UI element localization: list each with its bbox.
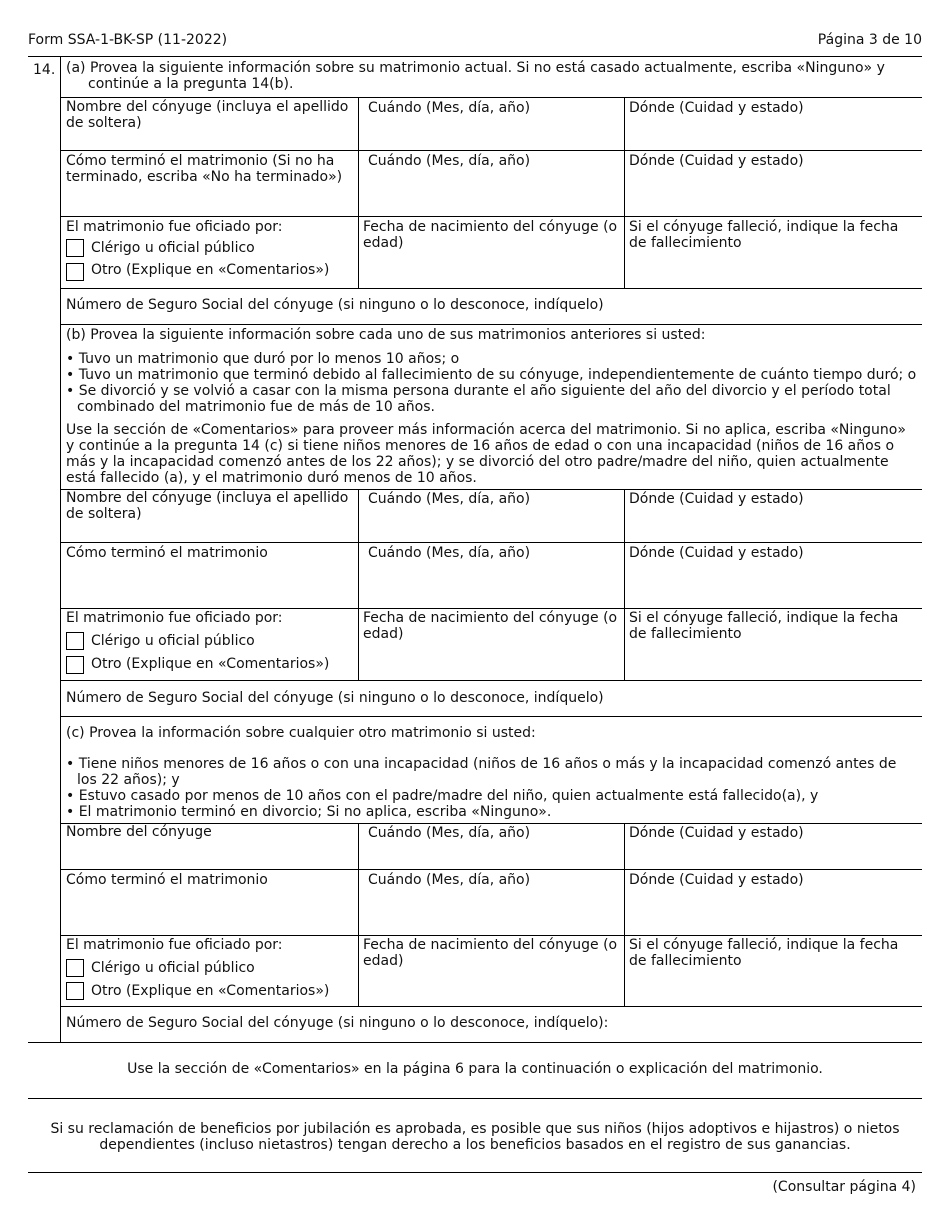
- marriage-where-field[interactable]: Dónde (Cuidad y estado): [629, 491, 804, 507]
- bullet-item: • Tuvo un matrimonio que terminó debido al fallecimiento de su cónyuge, independientemente de cuánto tiempo duró; o: [66, 367, 917, 383]
- bullet-item: • El matrimonio terminó en divorcio; Si no aplica, escriba «Ninguno».: [66, 804, 552, 820]
- other-option-label: Otro (Explique en «Comentarios»): [91, 983, 330, 999]
- part-a-intro: (a) Provea la siguiente información sobre su matrimonio actual. Si no está casado actualmente, escriba «Ninguno» y continúe a la pregunta 14(b).: [66, 60, 885, 92]
- col-rule: [358, 97, 359, 288]
- clergy-checkbox[interactable]: [66, 959, 84, 977]
- row-rule: [61, 97, 922, 98]
- spouse-ssn-field[interactable]: Número de Seguro Social del cónyuge (si ninguno o lo desconoce, indíquelo): [66, 690, 604, 706]
- col-rule: [624, 97, 625, 288]
- marriage-end-when-field[interactable]: Cuándo (Mes, día, año): [368, 872, 531, 888]
- clergy-option-label: Clérigo u oficial público: [91, 633, 255, 649]
- row-rule: [61, 150, 922, 151]
- bullet-item: • Tiene niños menores de 16 años o con una incapacidad (niños de 16 años o más y la incapacidad comenzó antes de los 22 años); y: [66, 756, 897, 788]
- marriage-end-when-field[interactable]: Cuándo (Mes, día, año): [368, 153, 531, 169]
- marriage-end-when-field[interactable]: Cuándo (Mes, día, año): [368, 545, 531, 561]
- divider: [28, 1172, 922, 1173]
- marriage-end-how-field[interactable]: Cómo terminó el matrimonio: [66, 872, 268, 888]
- spouse-ssn-field[interactable]: Número de Seguro Social del cónyuge (si ninguno o lo desconoce, indíquelo): [66, 297, 604, 313]
- spouse-name-field[interactable]: Nombre del cónyuge (incluya el apellido de soltera): [66, 99, 349, 131]
- spouse-name-field[interactable]: Nombre del cónyuge (incluya el apellido de soltera): [66, 490, 349, 522]
- row-rule: [61, 716, 922, 717]
- divider: [28, 1098, 922, 1099]
- clergy-option-label: Clérigo u oficial público: [91, 240, 255, 256]
- row-rule: [61, 869, 922, 870]
- officiated-by-label: El matrimonio fue oficiado por:: [66, 219, 283, 235]
- row-rule: [61, 288, 922, 289]
- part-c-bullets: [66, 756, 918, 820]
- row-rule: [61, 935, 922, 936]
- marriage-end-where-field[interactable]: Dónde (Cuidad y estado): [629, 872, 804, 888]
- part-b-bullets: [66, 351, 918, 415]
- clergy-checkbox[interactable]: [66, 632, 84, 650]
- spouse-dob-field[interactable]: Fecha de nacimiento del cónyuge (o edad): [363, 610, 618, 642]
- comments-note: Use la sección de «Comentarios» en la página 6 para la continuación o explicación del matrimonio.: [127, 1061, 823, 1077]
- marriage-end-how-field[interactable]: Cómo terminó el matrimonio (Si no ha terminado, escriba «No ha terminado»): [66, 153, 343, 185]
- marriage-where-field[interactable]: Dónde (Cuidad y estado): [629, 100, 804, 116]
- spouse-dob-field[interactable]: Fecha de nacimiento del cónyuge (o edad): [363, 937, 618, 969]
- row-rule: [61, 324, 922, 325]
- officiated-by-label: El matrimonio fue oficiado por:: [66, 937, 283, 953]
- marriage-when-field[interactable]: Cuándo (Mes, día, año): [368, 100, 531, 116]
- marriage-end-how-field[interactable]: Cómo terminó el matrimonio: [66, 545, 268, 561]
- spouse-death-date-field[interactable]: Si el cónyuge falleció, indique la fecha de fallecimiento: [629, 219, 899, 251]
- col-rule: [358, 823, 359, 1006]
- marriage-where-field[interactable]: Dónde (Cuidad y estado): [629, 825, 804, 841]
- clergy-option-label: Clérigo u oficial público: [91, 960, 255, 976]
- section-top-rule: [28, 56, 922, 57]
- col-rule: [358, 489, 359, 680]
- other-checkbox[interactable]: [66, 982, 84, 1000]
- benefits-note: Si su reclamación de beneficios por jubilación es aprobada, es posible que sus niños (hijos adoptivos e hijastros) o nietos dependientes (incluso nietastros) tengan derecho a los beneficios basados en el registro de sus ganancias.: [50, 1121, 900, 1153]
- bullet-item: • Estuvo casado por menos de 10 años con el padre/madre del niño, quien actualmente está fallecido(a), y: [66, 788, 819, 804]
- row-rule: [61, 542, 922, 543]
- col-rule: [624, 489, 625, 680]
- other-checkbox[interactable]: [66, 656, 84, 674]
- continue-note: (Consultar página 4): [772, 1179, 916, 1195]
- marriage-when-field[interactable]: Cuándo (Mes, día, año): [368, 491, 531, 507]
- question-number: 14.: [33, 62, 56, 78]
- officiated-by-label: El matrimonio fue oficiado por:: [66, 610, 283, 626]
- bullet-item: • Tuvo un matrimonio que duró por lo menos 10 años; o: [66, 351, 460, 367]
- marriage-end-where-field[interactable]: Dónde (Cuidad y estado): [629, 153, 804, 169]
- spouse-death-date-field[interactable]: Si el cónyuge falleció, indique la fecha de fallecimiento: [629, 610, 899, 642]
- clergy-checkbox[interactable]: [66, 239, 84, 257]
- col-rule: [624, 823, 625, 1006]
- spouse-dob-field[interactable]: Fecha de nacimiento del cónyuge (o edad): [363, 219, 618, 251]
- spouse-death-date-field[interactable]: Si el cónyuge falleció, indique la fecha de fallecimiento: [629, 937, 899, 969]
- page-number: Página 3 de 10: [817, 32, 922, 48]
- part-b-intro: (b) Provea la siguiente información sobre cada uno de sus matrimonios anteriores si usted:: [66, 327, 706, 343]
- part-b-note: Use la sección de «Comentarios» para proveer más información acerca del matrimonio. Si no aplica, escriba «Ninguno» y continúe a la pregunta 14 (c) si tiene niños menores de 16 años de edad o con una incapacidad (niños de 16 años o más y la incapacidad comenzó antes de los 22 años); y se divorció del otro padre/madre del niño, quien actualmente está fallecido (a), y el matrimonio duró menos de 10 años.: [66, 422, 906, 486]
- other-option-label: Otro (Explique en «Comentarios»): [91, 262, 330, 278]
- form-id: Form SSA-1-BK-SP (11-2022): [28, 32, 228, 48]
- row-rule: [61, 1006, 922, 1007]
- marriage-end-where-field[interactable]: Dónde (Cuidad y estado): [629, 545, 804, 561]
- row-rule: [61, 216, 922, 217]
- bullet-item: • Se divorció y se volvió a casar con la misma persona durante el año siguiente del año del divorcio y el período total combinado del matrimonio fue de más de 10 años.: [66, 383, 891, 415]
- other-option-label: Otro (Explique en «Comentarios»): [91, 656, 330, 672]
- spouse-ssn-field[interactable]: Número de Seguro Social del cónyuge (si ninguno o lo desconoce, indíquelo):: [66, 1015, 609, 1031]
- marriage-when-field[interactable]: Cuándo (Mes, día, año): [368, 825, 531, 841]
- question-number-divider: [60, 56, 61, 1042]
- row-rule: [61, 680, 922, 681]
- other-checkbox[interactable]: [66, 263, 84, 281]
- spouse-name-field[interactable]: Nombre del cónyuge: [66, 824, 212, 840]
- section-bottom-rule: [28, 1042, 922, 1043]
- part-c-intro: (c) Provea la información sobre cualquier otro matrimonio si usted:: [66, 725, 536, 741]
- row-rule: [61, 608, 922, 609]
